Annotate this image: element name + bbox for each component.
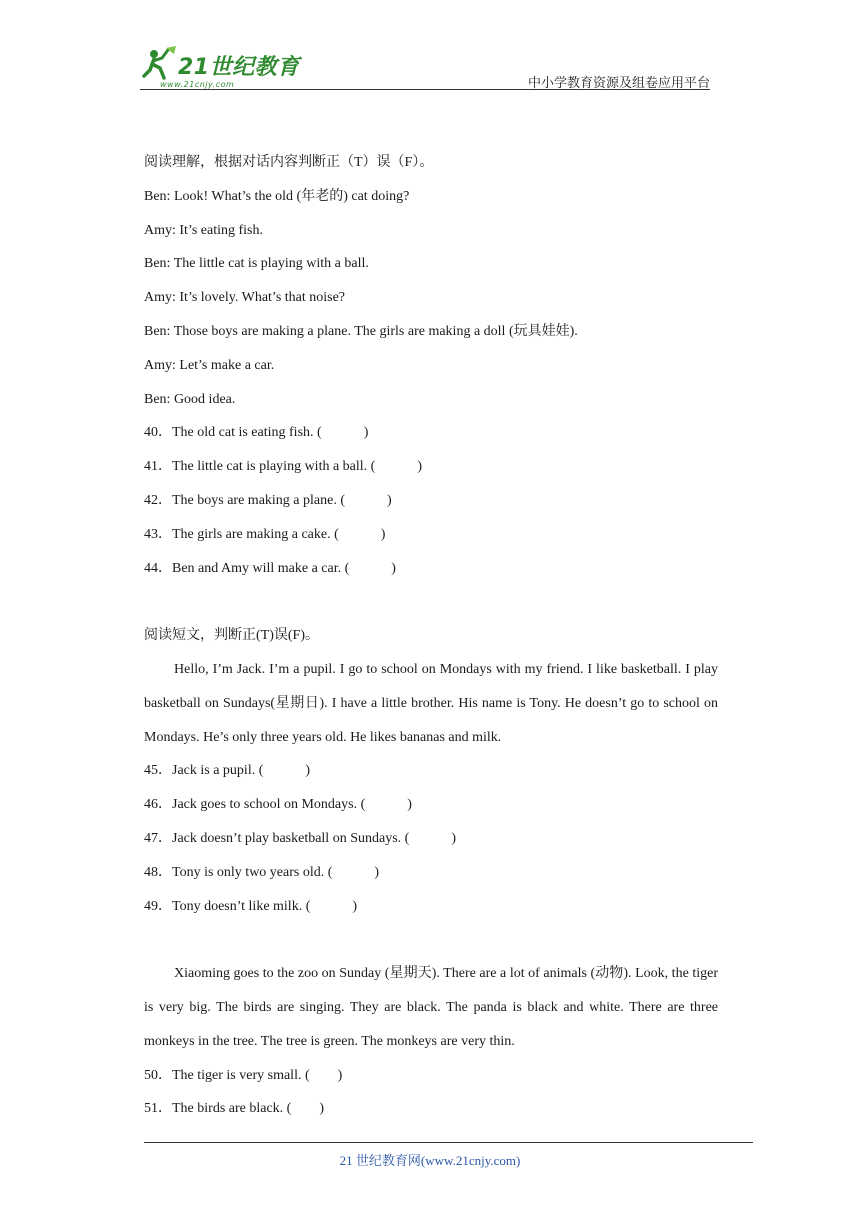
question-number: 44． [144, 560, 172, 576]
dialogue-line: Ben: Look! What’s the old (年老的) cat doing? [144, 188, 410, 204]
question-text: Ben and Amy will make a car. ( [172, 560, 350, 576]
question-43 [144, 518, 718, 552]
question-close: ) [380, 526, 386, 542]
header-divider [140, 89, 710, 90]
question-close: ) [305, 763, 311, 779]
platform-title: 中小学教育资源及组卷应用平台 [527, 75, 710, 90]
dialogue [144, 180, 718, 417]
question-close: ) [451, 830, 456, 846]
page-footer: 21 世纪教育网(www.21cnjy.com) [339, 1153, 521, 1168]
question-40 [144, 416, 718, 450]
dialogue-line: Ben: Good idea. [144, 391, 236, 407]
question-number: 40． [144, 425, 172, 441]
question-number: 42． [144, 492, 172, 508]
question-close: ) [337, 1067, 343, 1083]
question-number: 45． [144, 763, 172, 779]
question-41 [144, 450, 718, 484]
question-42 [144, 484, 718, 518]
question-text: The tiger is very small. ( [172, 1067, 310, 1083]
question-number: 50． [144, 1067, 172, 1083]
question-close: ) [319, 1101, 325, 1117]
question-close: ) [363, 425, 369, 441]
dialogue-line: Ben: Those boys are making a plane. The girls are making a doll (玩具娃娃). [144, 323, 578, 339]
question-text: The little cat is playing with a ball. ( [172, 459, 376, 475]
footer-divider [144, 1142, 753, 1143]
question-51 [144, 1092, 718, 1126]
logo-text: 21世纪教育 [178, 55, 300, 80]
dialogue-line: Amy: It’s eating fish. [144, 222, 263, 238]
section2-title: 阅读短文，判断正(T)误(F)。 [144, 628, 319, 644]
section2-passage: Hello, I’m Jack. I’m a pupil. I go to school on Mondays with my friend. I like basketball. I play basketball on Sundays(星期日). I have a little brother. His name is Tony. He doesn’t go to school on Mondays. He’s only three years old. He likes bananas and milk. [144, 661, 718, 745]
question-text: The girls are making a cake. ( [172, 526, 339, 542]
dialogue-line: Amy: It’s lovely. What’s that noise? [144, 290, 346, 306]
logo-url: www.21cnjy.com [160, 80, 235, 89]
question-close: ) [417, 459, 423, 475]
dialogue-line: Ben: The little cat is playing with a ball. [144, 256, 369, 272]
question-text: The old cat is eating fish. ( [172, 425, 322, 441]
question-number: 51． [144, 1101, 172, 1117]
page-header [140, 40, 710, 90]
question-close: ) [407, 797, 412, 813]
question-number: 49． [144, 898, 172, 914]
question-close: ) [374, 864, 380, 880]
question-number: 48． [144, 864, 172, 880]
question-46 [144, 788, 718, 822]
question-49 [144, 890, 718, 924]
question-close: ) [352, 898, 358, 914]
question-50 [144, 1059, 718, 1093]
question-number: 47． [144, 830, 172, 846]
spacer [144, 585, 718, 619]
dialogue-line: Amy: Let’s make a car. [144, 357, 275, 373]
question-text: Jack doesn’t play basketball on Sundays. ( [172, 830, 410, 846]
question-text: The boys are making a plane. ( [172, 492, 345, 508]
question-text: Tony doesn’t like milk. ( [172, 898, 311, 914]
question-text: The birds are black. ( [172, 1101, 292, 1117]
question-text: Jack goes to school on Mondays. ( [172, 797, 366, 813]
question-number: 43． [144, 526, 172, 542]
question-number: 46． [144, 797, 172, 813]
question-text: Jack is a pupil. ( [172, 763, 264, 779]
spacer [144, 923, 718, 957]
question-45 [144, 754, 718, 788]
question-48 [144, 856, 718, 890]
question-close: ) [387, 492, 392, 508]
logo [140, 46, 310, 92]
question-47 [144, 822, 718, 856]
worksheet-content [144, 146, 718, 1126]
question-text: Tony is only two years old. ( [172, 864, 333, 880]
question-44 [144, 552, 718, 586]
section1-title: 阅读理解，根据对话内容判断正（T）误（F）。 [144, 155, 434, 170]
question-number: 41． [144, 459, 172, 475]
section3-passage: Xiaoming goes to the zoo on Sunday (星期天). There are a lot of animals (动物). Look, the tiger is very big. The birds are singing. They are black. The panda is black and white. There are three monkeys in the tree. The tree is green. The monkeys are very thin. [144, 966, 718, 1049]
question-close: ) [391, 560, 396, 576]
